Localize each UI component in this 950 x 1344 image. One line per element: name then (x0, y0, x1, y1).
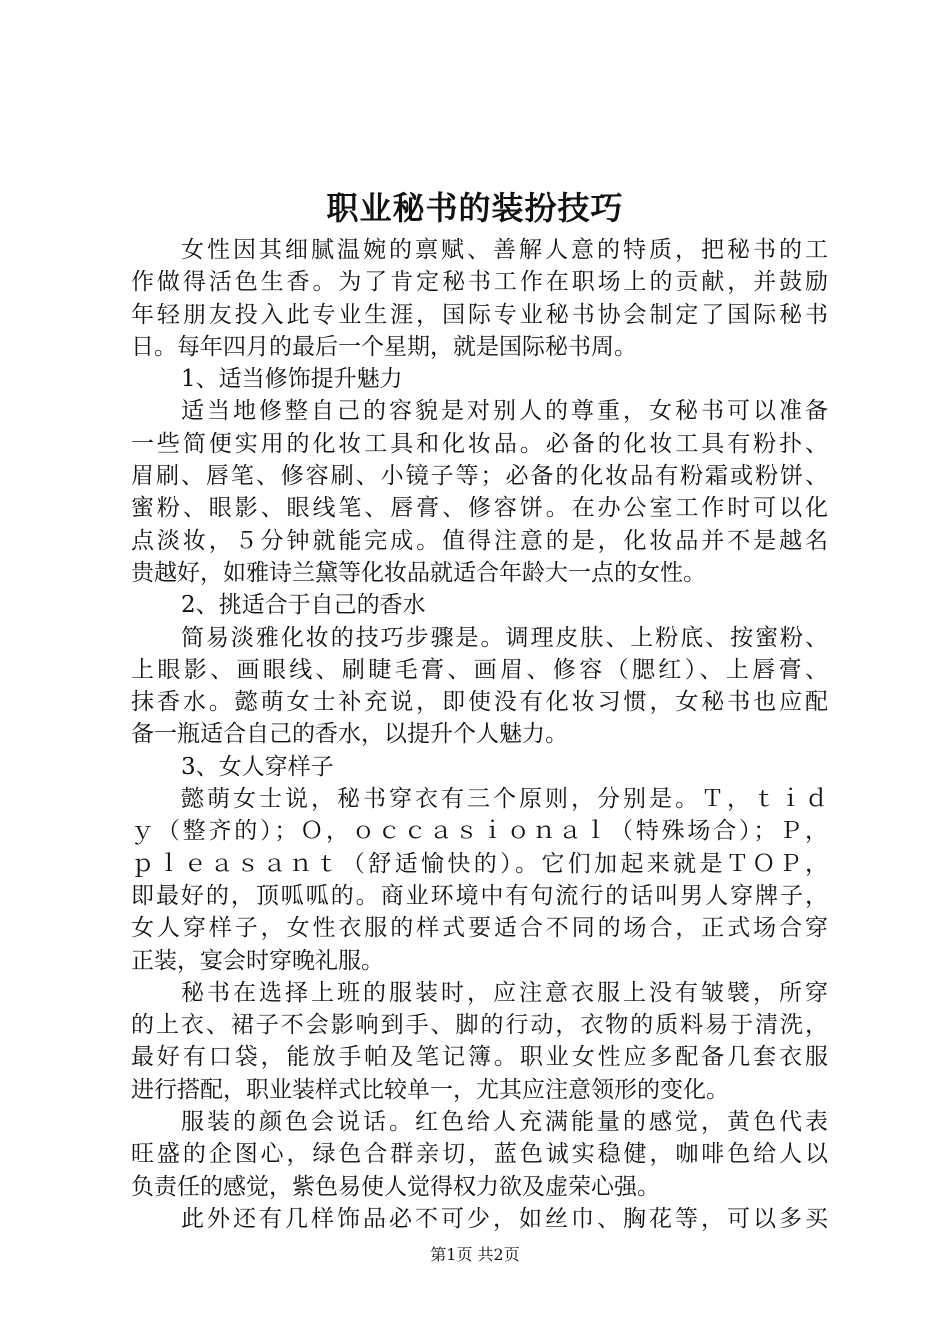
text-line: 此外还有几样饰品必不可少，如丝巾、胸花等，可以多买 (181, 1205, 828, 1232)
text-line: 作做得活色生香。为了肯定秘书工作在职场上的贡献，并鼓励 (131, 269, 828, 296)
text-line: 日。每年四月的最后一个星期，就是国际秘书周。 (131, 333, 637, 360)
text-line: 负责任的感觉，紫色易使人觉得权力欲及虚荣心强。 (131, 1173, 660, 1200)
text-line: ｐｌｅａｓａｎｔ（舒适愉快的）。它们加起来就是ＴＯＰ， (131, 850, 828, 877)
text-line: ｙ（整齐的）；Ｏ，ｏｃｃａｓｉｏｎａｌ（特殊场合）；Ｐ， (131, 818, 828, 845)
text-line: 眉刷、唇笔、修容刷、小镜子等；必备的化妆品有粉霜或粉饼、 (131, 463, 828, 490)
text-line: 即最好的，顶呱呱的。商业环境中有句流行的话叫男人穿牌子， (131, 882, 828, 909)
text-line: 正装，宴会时穿晚礼服。 (131, 947, 384, 974)
text-line: 蜜粉、眼影、眼线笔、唇膏、修容饼。在办公室工作时可以化 (131, 495, 828, 522)
text-line: 备一瓶适合自己的香水，以提升个人魅力。 (131, 721, 568, 748)
text-line: 服装的颜色会说话。红色给人充满能量的感觉，黄色代表 (181, 1109, 828, 1136)
text-line: 一些简便实用的化妆工具和化妆品。必备的化妆工具有粉扑、 (131, 430, 828, 457)
text-line: 点淡妆，５分钟就能完成。值得注意的是，化妆品并不是越名 (131, 527, 828, 554)
section-heading: 2、挑适合于自己的香水 (181, 592, 426, 619)
text-line: 抹香水。懿萌女士补充说，即使没有化妆习惯，女秘书也应配 (131, 689, 828, 716)
text-line: 懿萌女士说，秘书穿衣有三个原则，分别是。Ｔ，ｔｉｄ (181, 786, 828, 813)
section-heading: 1、适当修饰提升魅力 (181, 366, 403, 393)
text-line: 简易淡雅化妆的技巧步骤是。调理皮肤、上粉底、按蜜粉、 (181, 624, 828, 651)
section-heading: 3、女人穿样子 (181, 753, 334, 780)
text-line: 适当地修整自己的容貌是对别人的尊重，女秘书可以准备 (181, 398, 828, 425)
text-line: 上眼影、画眼线、刷睫毛膏、画眉、修容（腮红）、上唇膏、 (131, 656, 828, 683)
document-title: 职业秘书的装扮技巧 (326, 189, 624, 227)
text-line: 最好有口袋，能放手帕及笔记簿。职业女性应多配备几套衣服 (131, 1044, 828, 1071)
text-line: 贵越好，如雅诗兰黛等化妆品就适合年龄大一点的女性。 (131, 559, 706, 586)
text-line: 年轻朋友投入此专业生涯，国际专业秘书协会制定了国际秘书 (131, 301, 828, 328)
text-line: 进行搭配，职业装样式比较单一，尤其应注意领形的变化。 (131, 1076, 729, 1103)
document-body (131, 234, 828, 1235)
text-line: 女人穿样子，女性衣服的样式要适合不同的场合，正式场合穿 (131, 915, 828, 942)
text-line: 的上衣、裙子不会影响到手、脚的行动，衣物的质料易于清洗， (131, 1012, 828, 1039)
text-line: 女性因其细腻温婉的禀赋、善解人意的特质，把秘书的工 (181, 237, 828, 263)
page-footer: 第1页 共2页 (430, 1245, 520, 1264)
text-line: 秘书在选择上班的服装时，应注意衣服上没有皱襞，所穿 (181, 979, 828, 1006)
text-line: 旺盛的企图心，绿色合群亲切，蓝色诚实稳健，咖啡色给人以 (131, 1141, 828, 1168)
